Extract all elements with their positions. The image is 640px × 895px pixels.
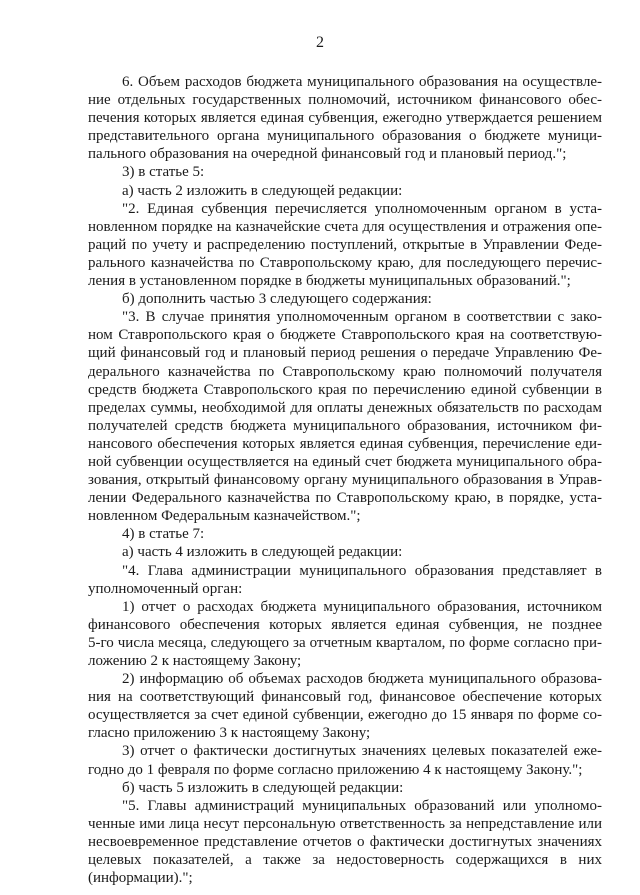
text-line: новленном порядке на казначейские счета для осуществления и отражения опе- [88,218,602,235]
text-line: "4. Глава администрации муниципального образования представляет в [122,562,602,579]
text-line: получателей средств бюджета муниципального образования, источником фи- [88,417,602,434]
text-line: ченные ими лица несут персональную ответственность за непредставление или [88,815,602,832]
text-line: щий финансовый год и плановый период решения о передаче Управлению Фе- [88,345,602,362]
text-line: пального образования на очередной финансовый год и плановый период."; [88,146,567,163]
text-line: а) часть 2 изложить в следующей редакции: [122,182,403,199]
text-line: 1) отчет о расходах бюджета муниципального образования, источником [122,598,602,615]
text-line: ления в установленном порядке в бюджеты муниципальных образований."; [88,273,571,290]
text-line: печения которых является единая субвенция, ежегодно утверждается решением [88,110,602,127]
text-line: 5-го числа месяца, следующего за отчетным кварталом, по форме согласно при- [88,634,602,651]
text-line: ние отдельных государственных полномочий, источником финансового обес- [88,92,602,109]
text-line: б) часть 5 изложить в следующей редакции: [122,779,404,796]
text-line: осуществляется за счет единой субвенции, ежегодно до 15 января по форме со- [88,707,602,724]
text-line: представительного органа муниципального образования о бюджете муници- [88,128,602,145]
text-line: (информации)."; [88,870,193,887]
text-line: 6. Объем расходов бюджета муниципального образования на осуществле- [122,74,602,90]
text-line: финансового обеспечения которых является единая субвенция, не позднее [88,616,602,633]
text-line: новленном Федеральным казначейством."; [88,508,361,525]
text-line: 4) в статье 7: [122,526,205,543]
text-line: нансового обеспечения которых является единая субвенция, перечисление еди- [88,435,602,452]
text-line: 3) в статье 5: [122,164,205,181]
text-line: ной субвенции осуществляется на единый счет бюджета муниципального обра- [88,453,602,470]
text-line: "3. В случае принятия уполномоченным органом в соответствии с зако- [122,309,602,326]
text-line: б) дополнить частью 3 следующего содержания: [122,291,432,308]
text-line: дерального казначейства по Ставропольскому краю полномочий получателя [88,363,602,380]
text-line: ния на соответствующий финансовый год, финансовое обеспечение которых [88,689,602,706]
text-line: "2. Единая субвенция перечисляется уполномоченным органом в уста- [122,200,602,217]
page-number: 2 [316,34,324,51]
text-line: раций по учету и распределению поступлений, открытые в Управлении Феде- [88,236,602,253]
text-line: "5. Главы администраций муниципальных образований или уполномо- [122,797,602,814]
text-line: уполномоченный орган: [88,580,243,597]
text-line: ном Ставропольского края о бюджете Ставропольского края на соответствую- [88,327,602,344]
text-line: средств бюджета Ставропольского края по перечислению единой субвенции в [88,381,602,398]
text-line: ложению 2 к настоящему Закону; [88,653,302,669]
text-line: годно до 1 февраля по форме согласно приложению 4 к настоящему Закону."; [88,761,583,778]
text-line: 2) информацию об объемах расходов бюджета муниципального образова- [122,671,602,688]
text-line: гласно приложению 3 к настоящему Закону; [88,725,371,742]
text-line: зования, открытый финансовому органу муниципального образования в Управ- [88,472,602,489]
text-line: несвоевременное представление отчетов о фактически достигнутых значениях [88,833,602,850]
text-line: пределах суммы, необходимой для оплаты денежных обязательств по расходам [88,399,602,416]
text-line: 3) отчет о фактически достигнутых значениях целевых показателей еже- [122,743,602,760]
text-line: а) часть 4 изложить в следующей редакции: [122,544,403,561]
body-text [88,73,602,887]
text-line: рального казначейства по Ставропольскому краю, для последующего перечис- [88,254,602,271]
text-line: целевых показателей, а также за недостоверность содержащихся в них [88,852,602,869]
text-line: лении Федерального казначейства по Ставропольскому краю, в порядке, уста- [88,490,602,507]
